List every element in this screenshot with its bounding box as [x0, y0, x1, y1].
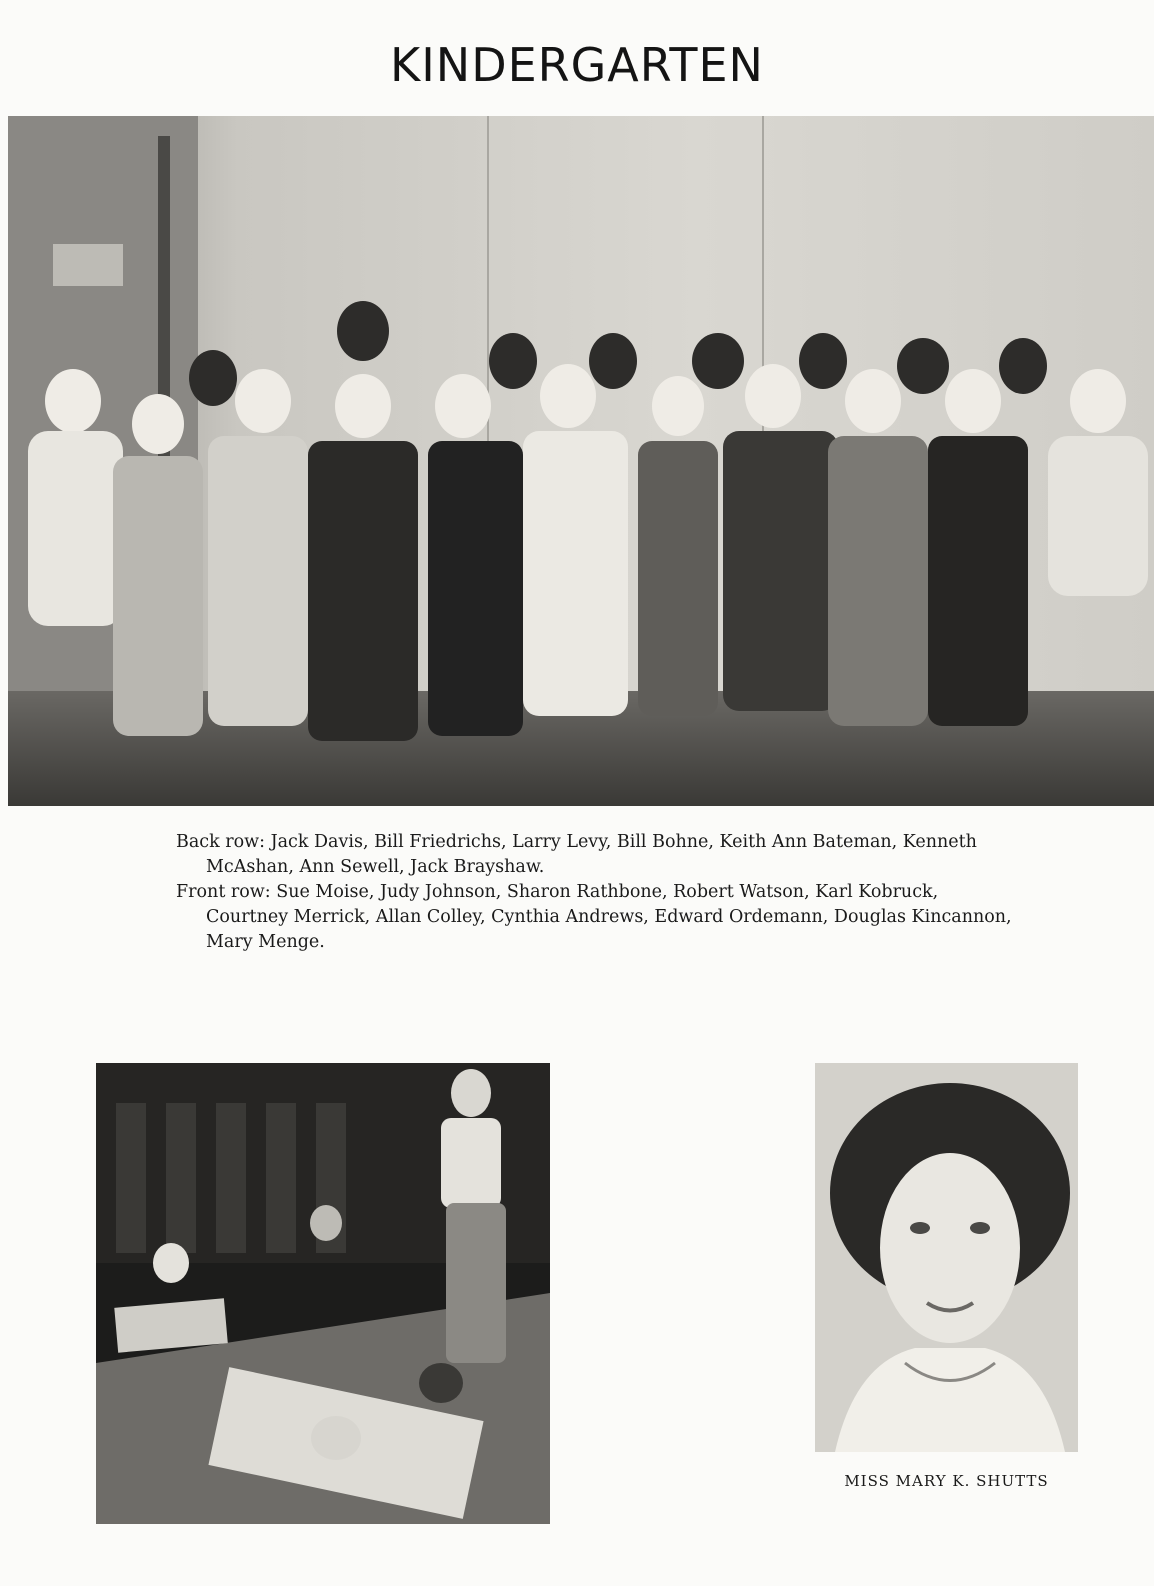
page-title: KINDERGARTEN [390, 38, 764, 92]
teacher-portrait-photo [815, 1063, 1078, 1452]
class-group-photo [8, 116, 1154, 806]
caption-front-row: Front row: Sue Moise, Judy Johnson, Sharon Rathbone, Robert Watson, Karl Kobruck, Courtney Merrick, Allan Colley, Cynthia Andrews, Edward Ordemann, Douglas Kincannon, Mary Menge. [176, 882, 1012, 952]
class-photo-caption [176, 830, 1016, 955]
nap-time-photo [96, 1063, 550, 1524]
teacher-name-caption: MISS MARY K. SHUTTS [844, 1472, 1049, 1490]
caption-back-row: Back row: Jack Davis, Bill Friedrichs, Larry Levy, Bill Bohne, Keith Ann Bateman, Kenneth McAshan, Ann Sewell, Jack Brayshaw. [176, 832, 977, 877]
